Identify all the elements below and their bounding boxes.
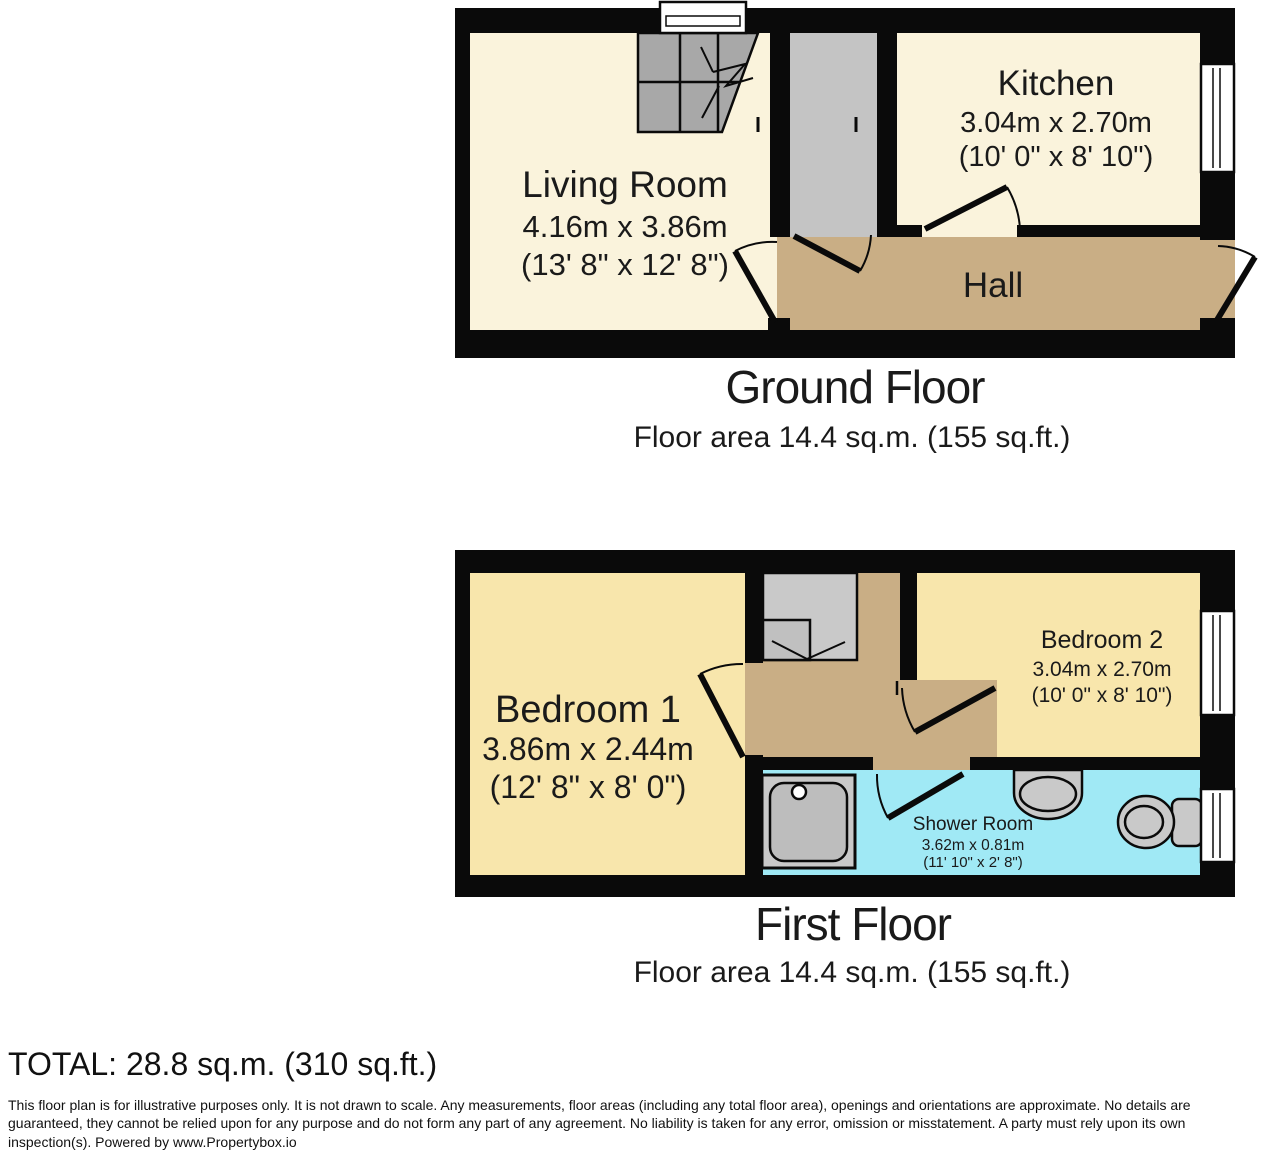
ground-floor-plan <box>455 2 1255 454</box>
basin <box>1014 770 1082 819</box>
bedroom-1-dimensions-imperial: (12' 8" x 8' 0") <box>489 769 687 805</box>
living-room-dimensions-metric: 4.16m x 3.86m <box>522 209 728 244</box>
window-shower-room <box>1201 789 1234 862</box>
hall-label: Hall <box>962 266 1024 305</box>
window-kitchen <box>1201 64 1234 172</box>
shower-room-label: Shower Room <box>912 814 1034 835</box>
living-room-label: Living Room <box>522 164 728 205</box>
ground-floor-area-caption: Floor area 14.4 sq.m. (155 sq.ft.) <box>633 421 1071 454</box>
living-room-dimensions-imperial: (13' 8" x 12' 8") <box>521 247 729 282</box>
total-area-text: TOTAL: 28.8 sq.m. (310 sq.ft.) <box>8 1046 438 1082</box>
hall-door-jamb <box>768 318 790 342</box>
shower-tray <box>762 775 855 868</box>
shower-drain <box>792 785 806 799</box>
kitchen-label: Kitchen <box>997 64 1115 103</box>
first-floor-area-caption: Floor area 14.4 sq.m. (155 sq.ft.) <box>633 956 1071 989</box>
vestibule-area <box>790 33 877 237</box>
bedroom-1-label: Bedroom 1 <box>495 689 681 731</box>
front-doorway-gap <box>1200 240 1235 318</box>
kitchen-doorway-gap <box>922 225 1017 237</box>
stairwell-landing-square <box>763 620 810 660</box>
kitchen-dimensions-metric: 3.04m x 2.70m <box>960 107 1152 139</box>
bedroom-2-dimensions-imperial: (10' 0" x 8' 10") <box>1031 684 1173 707</box>
first-floor-plan <box>455 550 1235 989</box>
bedroom-1-dimensions-metric: 3.86m x 2.44m <box>482 731 694 767</box>
bedroom-1-doorway-gap <box>745 663 763 755</box>
window-bedroom-2 <box>1201 611 1234 715</box>
toilet <box>1118 796 1202 848</box>
disclaimer-text: This floor plan is for illustrative purposes only. It is not drawn to scale. Any measurements, floor areas (including any total floor area), openings and orientations are approximate. No details are guaranteed, they cannot be relied upon for any purpose and do not form any part of any agreement. No liability is taken for any error, omission or misstatement. A party must rely upon its own inspection(s). Powered by www.Propertybox.io <box>8 1097 1191 1150</box>
window-top <box>660 2 746 33</box>
first-floor-title: First Floor <box>755 898 951 950</box>
ground-floor-title: Ground Floor <box>725 361 985 413</box>
bedroom-2-label: Bedroom 2 <box>1040 626 1164 654</box>
shower-room-dimensions-imperial: (11' 10" x 2' 8") <box>923 854 1023 871</box>
kitchen-dimensions-imperial: (10' 0" x 8' 10") <box>958 141 1154 173</box>
bedroom-2-dimensions-metric: 3.04m x 2.70m <box>1032 658 1172 681</box>
shower-room-dimensions-metric: 3.62m x 0.81m <box>921 837 1025 854</box>
